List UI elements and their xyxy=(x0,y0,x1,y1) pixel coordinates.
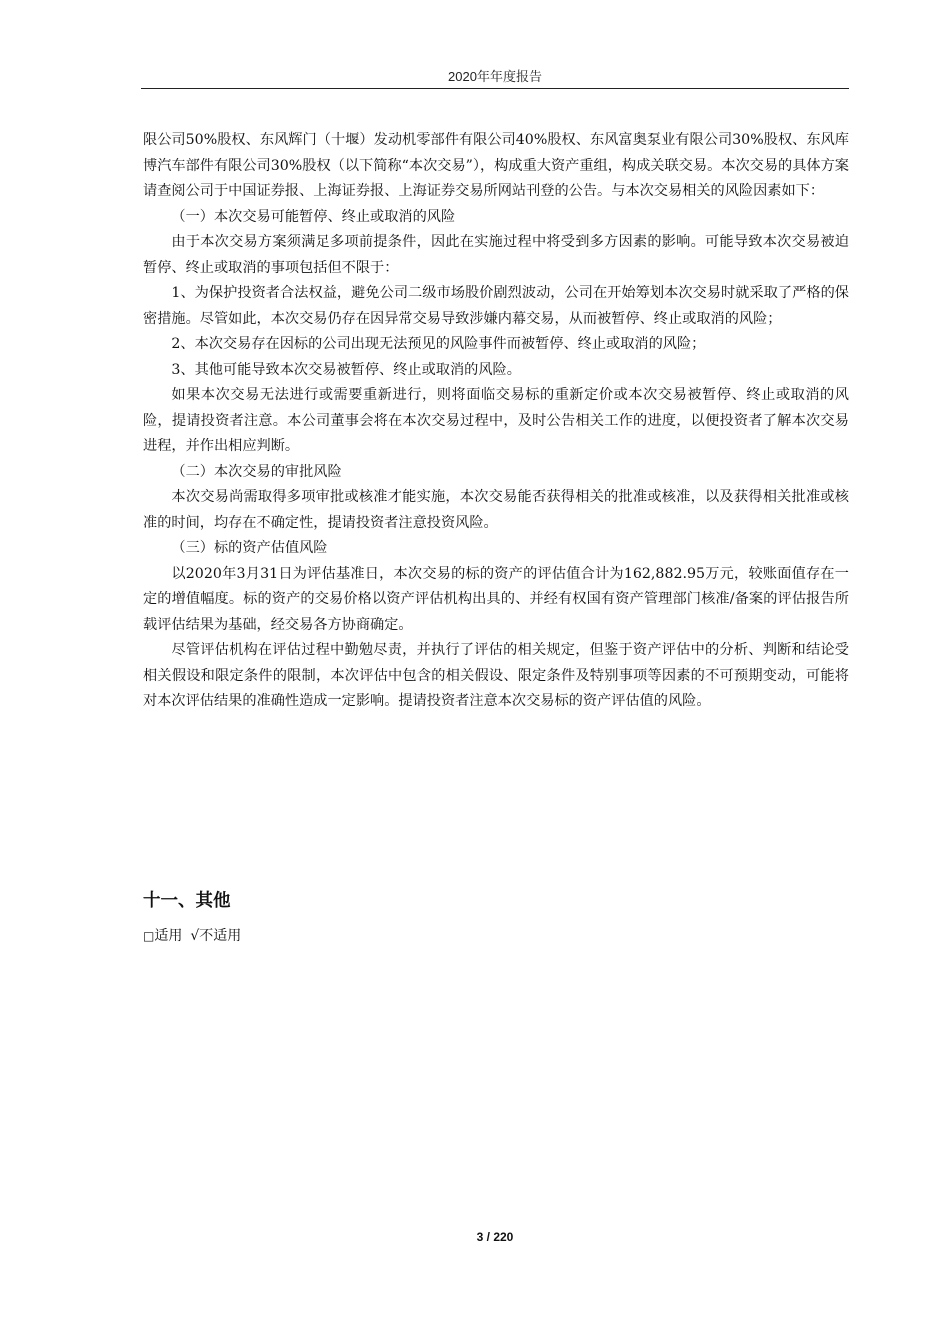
body-text xyxy=(143,128,849,715)
check-mark-icon: √ xyxy=(190,928,200,944)
subheading-valuation-risk: （三）标的资产估值风险 xyxy=(171,540,328,556)
paragraph-preconditions: 由于本次交易方案须满足多项前提条件，因此在实施过程中将受到多方因素的影响。可能导致本次交易被迫暂停、终止或取消的事项包括但不限于： xyxy=(143,234,849,276)
paragraph-valuation-uncertainty: 尽管评估机构在评估过程中勤勉尽责，并执行了评估的相关规定，但鉴于资产评估中的分析、判断和结论受相关假设和限定条件的限制，本次评估中包含的相关假设、限定条件及特别事项等因素的不可预期变动，可能将对本次评估结果的准确性造成一定影响。提请投资者注意本次交易标的资产评估值的风险。 xyxy=(143,642,849,709)
page-number: 3 / 220 xyxy=(476,1230,514,1244)
header-divider xyxy=(141,88,849,89)
list-item-3: 3、其他可能导致本次交易被暂停、终止或取消的风险。 xyxy=(171,361,521,378)
applicability-line xyxy=(143,926,241,946)
section-title-other: 十一、其他 xyxy=(143,891,231,911)
page-header-title: 2020年年度报告 xyxy=(448,69,542,84)
unchecked-box-icon: □ xyxy=(143,929,155,943)
paragraph-repricing-risk: 如果本次交易无法进行或需要重新进行，则将面临交易标的重新定价或本次交易被暂停、终止或取消的风险，提请投资者注意。本公司董事会将在本次交易过程中，及时公告相关工作的进度，以便投资者了解本次交易进程，并作出相应判断。 xyxy=(143,387,849,454)
paragraph-valuation-base: 以2020年3月31日为评估基准日，本次交易的标的资产的评估值合计为162,882.95万元，较账面值存在一定的增值幅度。标的资产的交易价格以资产评估机构出具的、并经有权国有资产管理部门核准/备案的评估报告所载评估结果为基础，经交易各方协商确定。 xyxy=(143,565,849,633)
not-applicable-label: 不适用 xyxy=(199,928,242,944)
subheading-suspension-risk: （一）本次交易可能暂停、终止或取消的风险 xyxy=(171,208,456,225)
subheading-approval-risk: （二）本次交易的审批风险 xyxy=(171,463,342,480)
applicable-label: 适用 xyxy=(154,928,183,944)
paragraph-continuation: 限公司50%股权、东风辉门（十堰）发动机零部件有限公司40%股权、东风富奥泵业有限公司30%股权、东风库博汽车部件有限公司30%股权（以下简称“本次交易”），构成重大资产重组，构成关联交易。本次交易的具体方案请查阅公司于中国证券报、上海证券报、上海证券交易所网站刊登的公告。与本次交易相关的风险因素如下： xyxy=(143,132,849,199)
list-item-1: 1、为保护投资者合法权益，避免公司二级市场股价剧烈波动，公司在开始筹划本次交易时就采取了严格的保密措施。尽管如此，本次交易仍存在因异常交易导致涉嫌内幕交易，从而被暂停、终止或取消的风险； xyxy=(143,285,849,327)
list-item-2: 2、本次交易存在因标的公司出现无法预见的风险事件而被暂停、终止或取消的风险； xyxy=(171,336,706,352)
paragraph-approval-risk: 本次交易尚需取得多项审批或核准才能实施，本次交易能否获得相关的批准或核准，以及获得相关批准或核准的时间，均存在不确定性，提请投资者注意投资风险。 xyxy=(143,489,849,531)
